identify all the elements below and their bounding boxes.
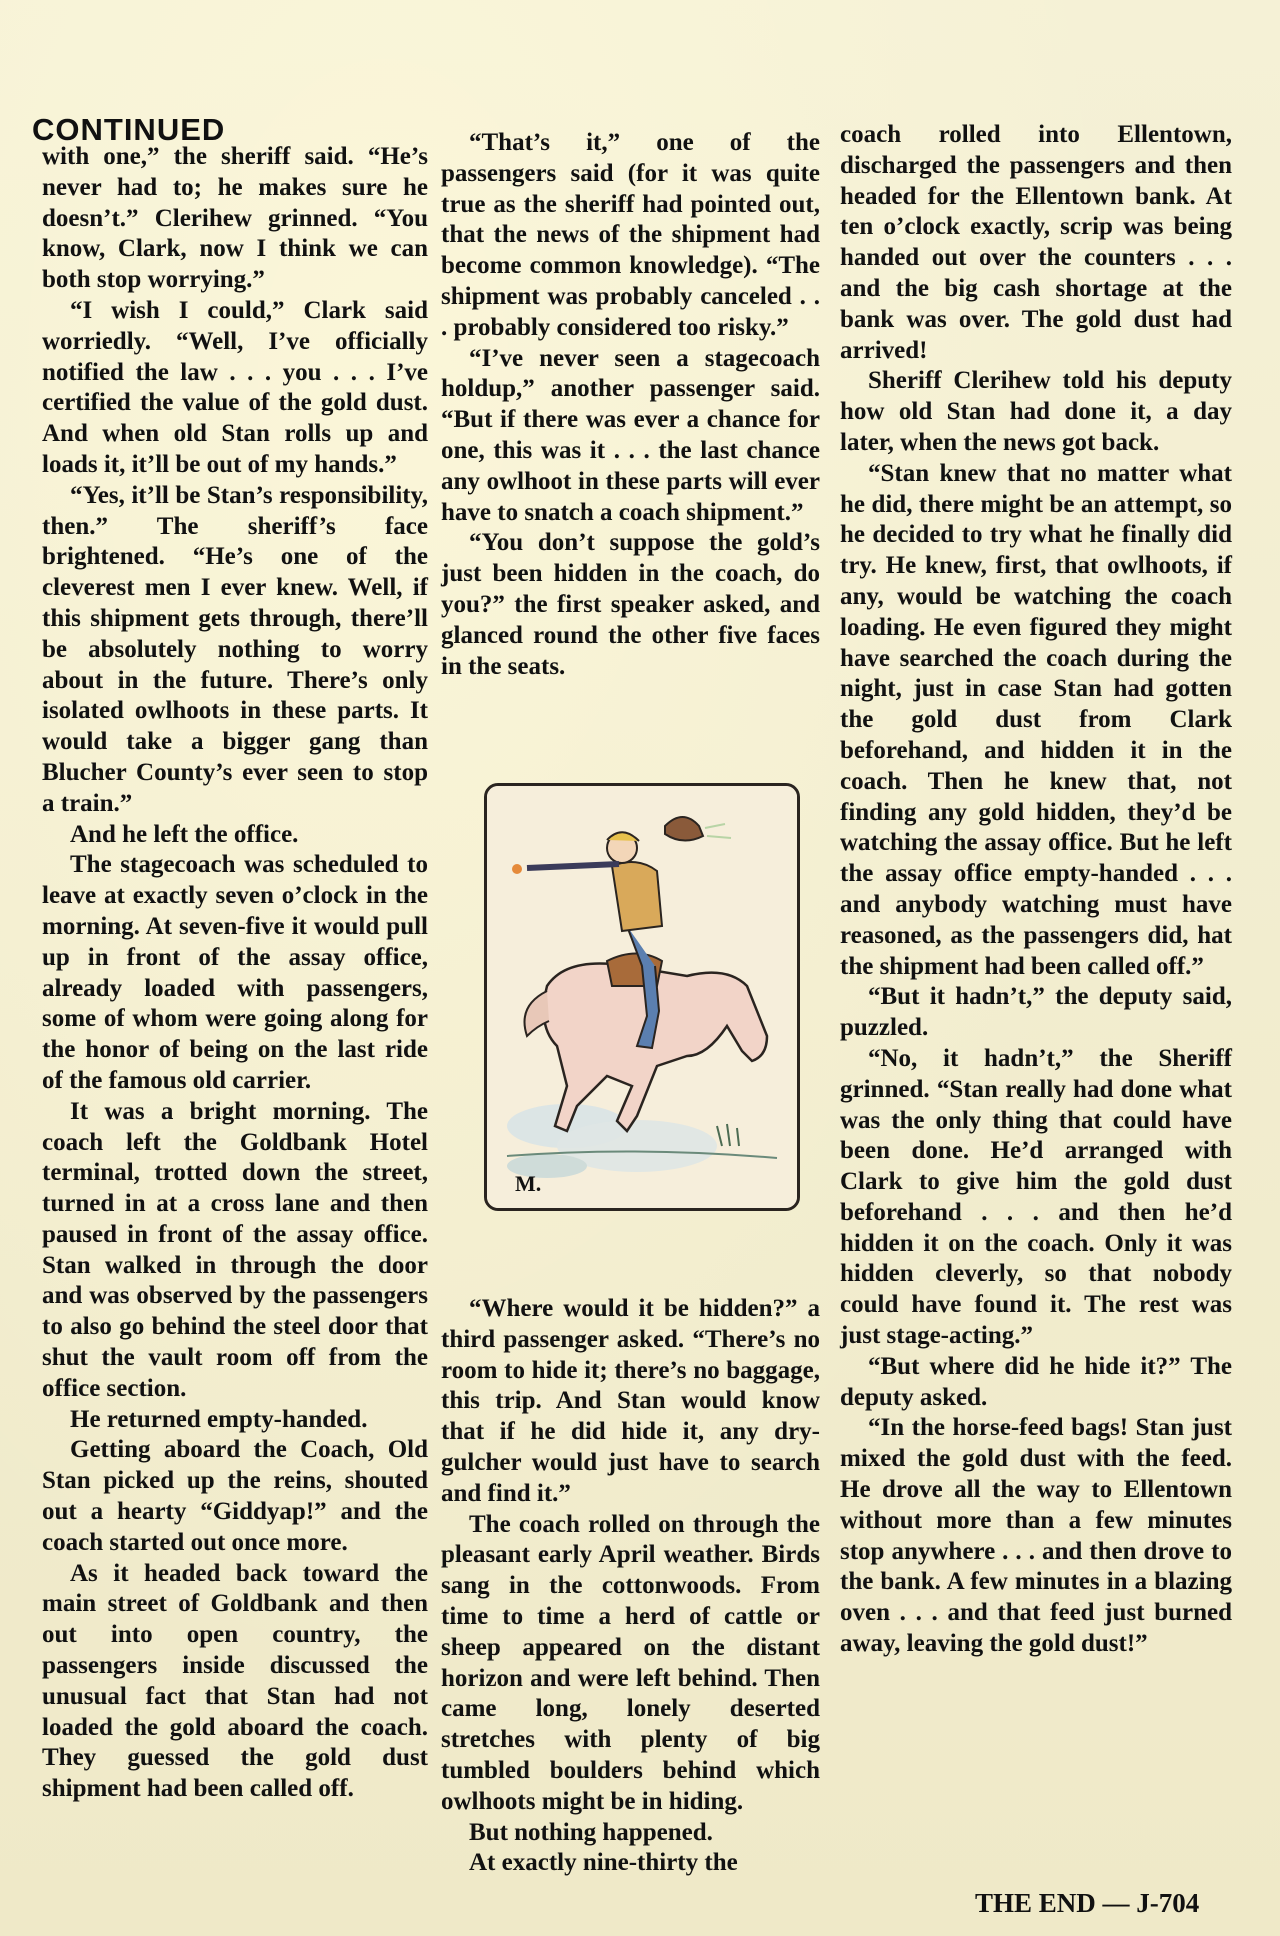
paragraph: “In the horse-feed bags! Stan just mixed the gold dust with the feed. He drove all the way to Ellentown without more than a few minutes stop anywhere . . . and then drove to the bank. A few minutes in a blazing oven . . . and that feed just burned away, leaving the gold dust!”: [840, 1414, 1232, 1658]
paragraph: “I wish I could,” Clark said worriedly. “Well, I’ve officially notified the law . . . you . . . I’ve certified the value of the gold dust. And when old Stan rolls up and loads it, it’ll be out of my hands.”: [42, 296, 428, 478]
paragraph: “That’s it,” one of the passengers said (for it was quite true as the sheriff had pointed out, that the news of the shipment had become common knowledge). “The shipment was probably canceled . . . probably considered too risky.”: [441, 129, 820, 341]
paragraph: And he left the office.: [70, 820, 299, 848]
cowboy-illustration: [484, 783, 800, 1211]
paragraph: “No, it hadn’t,” the Sheriff grinned. “Stan really had done what was the only thing that could have been done. He’d arranged with Clark to give him the gold dust beforehand . . . and then he’d hidden it on the coach. Only it was hidden cleverly, so that nobody could have found it. The rest was just stage-acting.”: [840, 1044, 1232, 1350]
paragraph: It was a bright morning. The coach left the Goldbank Hotel terminal, trotted down the street, turned in at a cross lane and then paused in front of the assay office. Stan walked in through the door and was observed by the passengers to also go behind the steel door that shut the vault room off from the office section.: [42, 1097, 428, 1402]
paragraph: “Stan knew that no matter what he did, there might be an attempt, so he decided to try what he finally did try. He knew, first, that owlhoots, if any, would be watching the coach loading. He even figured they might have searched the coach during the night, just in case Stan had gotten the gold dust from Clark beforehand, and hidden it in the coach. Then he knew that, not finding any gold hidden, they’d be watching the assay office. But he left the assay office empty-handed . . . and anybody watching must have reasoned, as the passengers did, hat the shipment had been called off.”: [840, 459, 1232, 980]
text-column-2-bottom: [441, 1294, 820, 1879]
paragraph: “Where would it be hidden?” a third passenger asked. “There’s no room to hide it; there’s no baggage, this trip. And Stan would know that if he did hide it, any dry-gulcher would just have to search and find it.”: [441, 1295, 820, 1507]
paragraph: But nothing happened.: [469, 1818, 713, 1846]
paragraph: coach rolled into Ellentown, discharged the passengers and then headed for the Ellentown bank. At ten o’clock exactly, scrip was being handed out over the counters . . . and the big cash shortage at the bank was over. The gold dust had arrived!: [840, 121, 1232, 364]
paragraph: with one,” the sheriff said. “He’s never had to; he makes sure he doesn’t.” Clerihew grinned. “You know, Clark, now I think we can both stop worrying.”: [42, 143, 428, 294]
paragraph: “I’ve never seen a stagecoach holdup,” another passenger said. “But if there was ever a chance for one, this was it . . . the last chance any owlhoot in these parts will ever have to snatch a coach shipment.”: [441, 344, 820, 526]
artist-signature: M.: [515, 1171, 542, 1196]
paragraph: He returned empty-handed.: [70, 1405, 368, 1433]
continued-heading: CONTINUED: [32, 112, 226, 147]
paragraph: Getting aboard the Coach, Old Stan picked up the reins, shouted out a hearty “Giddyap!” and the coach started out once more.: [42, 1436, 428, 1556]
paragraph: As it headed back toward the main street of Goldbank and then out into open country, the passengers inside discussed the unusual fact that Stan had not loaded the gold aboard the coach. They guessed the gold dust shipment had been called off.: [42, 1559, 428, 1803]
text-column-2-top: [441, 128, 820, 682]
paragraph: The stagecoach was scheduled to leave at exactly seven o’clock in the morning. At seven-five it would pull up in front of the assay office, already loaded with passengers, some of whom were going along for the honor of being on the last ride of the famous old carrier.: [42, 851, 428, 1094]
rider-on-horse-drawing: [487, 786, 797, 1208]
paragraph: The coach rolled on through the pleasant early April weather. Birds sang in the cottonwoods. From time to time a herd of cattle or sheep appeared on the distant horizon and were left behind. Then came long, lonely deserted stretches with plenty of big tumbled boulders behind which owlhoots might be in hiding.: [441, 1510, 820, 1815]
paragraph: “But it hadn’t,” the deputy said, puzzled.: [840, 983, 1232, 1042]
paragraph: At exactly nine-thirty the: [469, 1849, 738, 1877]
text-column-1: [42, 142, 428, 1805]
paragraph: “Yes, it’ll be Stan’s responsibility, then.” The sheriff’s face brightened. “He’s one of the cleverest men I ever knew. Well, if this shipment gets through, there’ll be absolutely nothing to worry about in the future. There’s only isolated owlhoots in these parts. It would take a bigger gang than Blucher County’s ever seen to stop a train.”: [42, 481, 428, 817]
the-end-footer: THE END — J-704: [975, 1888, 1200, 1918]
paragraph: “You don’t suppose the gold’s just been hidden in the coach, do you?” the first speaker asked, and glanced round the other five faces in the seats.: [441, 529, 820, 680]
text-column-3: [840, 120, 1232, 1660]
paragraph: “But where did he hide it?” The deputy asked.: [840, 1352, 1232, 1411]
paragraph: Sheriff Clerihew told his deputy how old Stan had done it, a day later, when the news got back.: [840, 367, 1232, 456]
